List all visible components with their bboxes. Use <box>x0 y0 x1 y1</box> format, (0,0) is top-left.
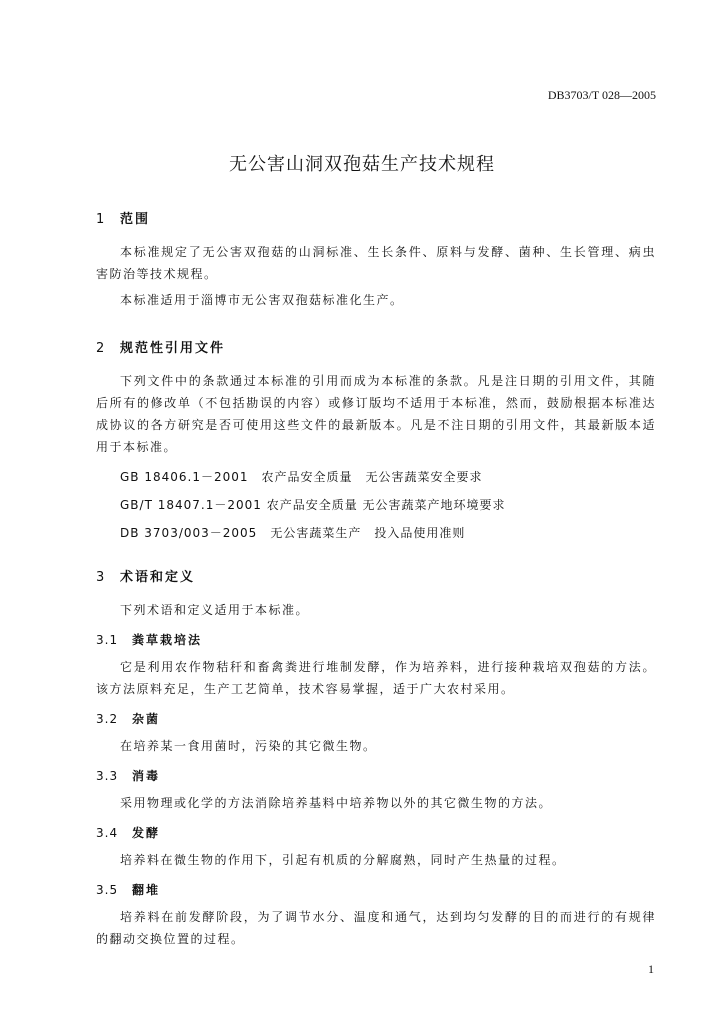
term-definition: 在培养某一食用菌时，污染的其它微生物。 <box>120 739 377 753</box>
term-heading <box>96 824 656 841</box>
paragraph: 本标准规定了无公害双孢菇的山洞标准、生长条件、原料与发酵、菌种、生长管理、病虫害防治等技术规程。 <box>96 245 656 281</box>
term-title: 杂菌 <box>132 712 161 726</box>
section-title: 范围 <box>120 212 151 227</box>
term-title: 粪草栽培法 <box>132 633 203 647</box>
paragraph: 本标准适用于淄博市无公害双孢菇标准化生产。 <box>120 293 404 307</box>
section-heading <box>96 208 656 227</box>
section-heading <box>96 566 656 585</box>
term-heading <box>96 881 656 898</box>
section-title: 规范性引用文件 <box>120 341 226 356</box>
term-number: 3.5 <box>96 883 119 897</box>
section-number: 1 <box>96 212 105 227</box>
term-heading <box>96 631 656 648</box>
term-definition: 采用物理或化学的方法消除培养基料中培养物以外的其它微生物的方法。 <box>120 796 553 810</box>
term-definition: 培养料在前发酵阶段，为了调节水分、温度和通气，达到均匀发酵的目的而进行的有规律的翻动交换位置的过程。 <box>96 910 656 946</box>
term-number: 3.2 <box>96 712 119 726</box>
paragraph: 下列文件中的条款通过本标准的引用而成为本标准的条款。凡是注日期的引用文件，其随后所有的修改单（不包括勘误的内容）或修订版均不适用于本标准，然而，鼓励根据本标准达成协议的各方研究是否可使用这些文件的最新版本。凡是不注日期的引用文件，其最新版本适用于本标准。 <box>96 374 656 454</box>
paragraph: 下列术语和定义适用于本标准。 <box>120 603 310 617</box>
term-title: 消毒 <box>132 769 161 783</box>
term-definition: 培养料在微生物的作用下，引起有机质的分解腐熟，同时产生热量的过程。 <box>120 853 566 867</box>
document-title: 无公害山洞双孢菇生产技术规程 <box>229 154 495 175</box>
term-number: 3.1 <box>96 633 119 647</box>
section-title: 术语和定义 <box>120 570 196 585</box>
section-number: 3 <box>96 570 105 585</box>
document-code: DB3703/T 028—2005 <box>547 88 656 102</box>
term-number: 3.4 <box>96 826 119 840</box>
section-heading <box>96 337 656 356</box>
page-number: 1 <box>648 962 654 976</box>
document-body <box>96 208 656 950</box>
reference-item: DB 3703/003－2005 无公害蔬菜生产 投入品使用准则 <box>120 526 466 540</box>
term-title: 翻堆 <box>132 883 161 897</box>
term-heading <box>96 767 656 784</box>
reference-item: GB 18406.1－2001 农产品安全质量 无公害蔬菜安全要求 <box>120 470 483 484</box>
reference-item: GB/T 18407.1－2001 农产品安全质量 无公害蔬菜产地环境要求 <box>120 498 506 512</box>
term-heading <box>96 710 656 727</box>
term-number: 3.3 <box>96 769 119 783</box>
term-definition: 它是利用农作物秸秆和畜禽粪进行堆制发酵，作为培养料，进行接种栽培双孢菇的方法。该方法原料充足，生产工艺简单，技术容易掌握，适于广大农村采用。 <box>96 660 656 696</box>
term-title: 发酵 <box>132 826 161 840</box>
section-number: 2 <box>96 341 105 356</box>
